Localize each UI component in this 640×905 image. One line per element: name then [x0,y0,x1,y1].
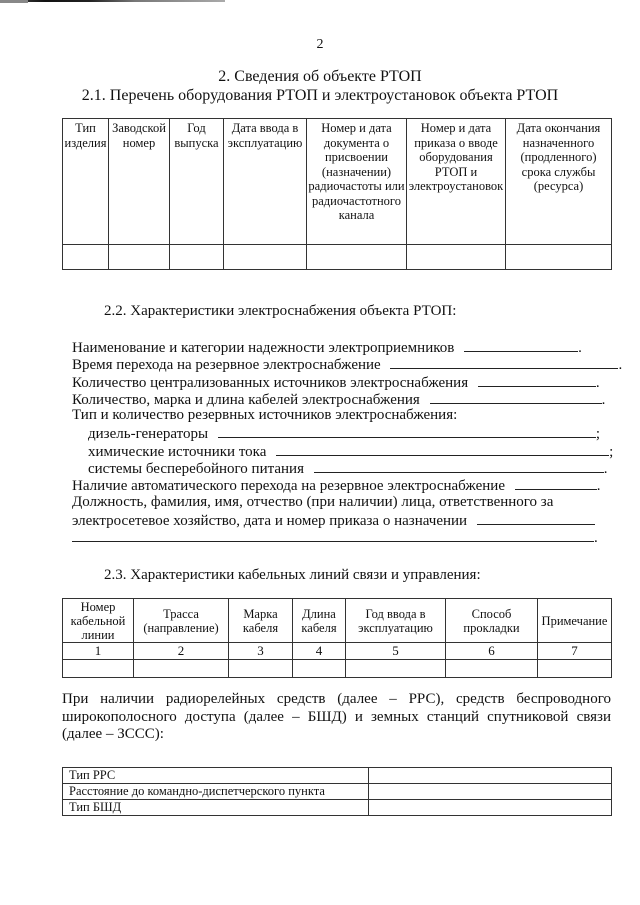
table-row [63,800,612,816]
table-cell[interactable] [369,800,612,816]
form-line-cables [72,390,612,407]
column-header: Примечание [538,599,612,643]
form-line-responsible-person-cont [72,511,612,528]
table-cell[interactable] [369,768,612,784]
page-number: 2 [316,37,324,52]
scan-artifact-line [0,0,225,2]
table-row [63,784,612,800]
line-end: . [618,357,623,374]
table-cell[interactable] [538,660,612,678]
radio-equipment-table [62,767,612,816]
field-label: Должность, фамилия, имя, отчество (при наличии) лица, ответственного за [72,493,554,510]
fill-in-blank[interactable] [314,459,604,473]
line-end: . [594,530,598,547]
row-label: Расстояние до командно-диспетчерского пункта [63,784,369,800]
subsection-title-cable-lines: 2.3. Характеристики кабельных линий связи и управления: [104,567,481,583]
paragraph-line: (далее – ЗССС): [62,726,164,742]
table-cell[interactable] [407,245,506,270]
fill-in-blank[interactable] [72,528,594,542]
field-label: Наличие автоматического перехода на резервное электроснабжение [72,478,505,495]
field-label: химические источники тока [88,443,267,460]
table-cell[interactable] [229,660,293,678]
column-header: Номер и дата документа о присвоении (назначении) радиочастоты или радиочастотного канала [307,119,407,245]
fill-in-blank[interactable] [464,338,578,352]
fill-in-blank[interactable] [515,476,597,490]
table-cell[interactable] [293,660,346,678]
column-header: Дата окончания назначенного (продленного) срока службы (ресурса) [506,119,612,245]
field-label: электросетевое хозяйство, дата и номер приказа о назначении [72,512,468,529]
table-cell[interactable] [170,245,224,270]
column-header: Заводской номер [109,119,170,245]
cable-lines-table [62,598,612,678]
form-line-auto-switchover [72,476,612,493]
power-supply-form [72,338,623,547]
column-header: Год ввода в эксплуатацию [346,599,446,643]
subsection-title-equipment: 2.1. Перечень оборудования РТОП и электроустановок объекта РТОП [81,87,559,104]
table-cell[interactable] [346,660,446,678]
subsection-title-power: 2.2. Характеристики электроснабжения объекта РТОП: [104,303,457,319]
column-number: 4 [293,643,346,660]
table-cell[interactable] [307,245,407,270]
column-number: 6 [446,643,538,660]
fill-in-blank[interactable] [276,442,609,456]
line-end: . [595,374,600,391]
column-header: Длина кабеля [293,599,346,643]
form-line-switchover-time [72,355,623,374]
paragraph-line: При наличии радиорелейных средств (далее – РРС), средств беспроводного [62,691,611,707]
table-cell[interactable] [506,245,612,270]
table-cell[interactable] [109,245,170,270]
fill-in-blank[interactable] [477,511,595,525]
column-header: Тип изделия [63,119,109,245]
field-label: Количество, марка и длина кабелей электроснабжения [72,391,420,408]
field-label: системы бесперебойного питания [88,461,304,478]
form-line-diesel-generators [72,424,612,441]
table-cell[interactable] [369,784,612,800]
line-end: . [603,461,608,478]
section-title: 2. Сведения об объекте РТОП [218,68,422,85]
row-label: Тип РРС [63,768,369,784]
table-header-row [63,119,612,245]
field-label: Наименование и категории надежности электроприемников [72,340,455,356]
table-row [63,245,612,270]
fill-in-blank[interactable] [430,390,602,404]
table-cell[interactable] [63,660,134,678]
form-line-ups [72,459,612,476]
line-end: ; [595,426,600,443]
radio-relay-paragraph [62,691,611,744]
field-label: Количество централизованных источников электроснабжения [72,374,469,391]
column-number: 2 [134,643,229,660]
column-header: Марка кабеля [229,599,293,643]
line-end: . [596,478,601,495]
form-line-backup-sources-heading [72,407,612,424]
table-cell[interactable] [63,245,109,270]
column-header: Год выпуска [170,119,224,245]
fill-in-blank[interactable] [218,424,596,438]
scan-artifact-line [0,0,28,3]
form-line-chemical-sources [72,442,612,459]
table-row [63,660,612,678]
table-cell[interactable] [224,245,307,270]
column-header: Способ прокладки [446,599,538,643]
line-end: . [578,340,582,356]
field-label: Время перехода на резервное электроснабжение [72,357,381,374]
form-line-centralized-sources [72,373,612,390]
equipment-table [62,118,612,270]
table-row [63,768,612,784]
column-header: Трасса (направление) [134,599,229,643]
column-header: Номер кабельной линии [63,599,134,643]
row-label: Тип БШД [63,800,369,816]
table-cell[interactable] [446,660,538,678]
table-cell[interactable] [134,660,229,678]
column-number-row [63,643,612,660]
paragraph-line: широкополосного доступа (далее – БШД) и земных станций спутниковой связи [62,708,611,725]
form-line-responsible-person [72,494,612,511]
fill-in-blank[interactable] [478,373,596,387]
field-label: Тип и количество резервных источников электроснабжения: [72,407,458,424]
column-number: 7 [538,643,612,660]
line-end: ; [609,443,614,460]
column-header: Дата ввода в эксплуатацию [224,119,307,245]
fill-in-blank[interactable] [390,355,618,369]
line-end: . [601,391,606,408]
column-number: 5 [346,643,446,660]
column-header: Номер и дата приказа о вводе оборудования РТОП и электроустановок [407,119,506,245]
form-line-power-receivers [72,338,612,355]
form-line-responsible-person-blank [72,528,612,545]
column-number: 1 [63,643,134,660]
field-label: дизель-генераторы [88,426,209,443]
table-header-row [63,599,612,643]
column-number: 3 [229,643,293,660]
